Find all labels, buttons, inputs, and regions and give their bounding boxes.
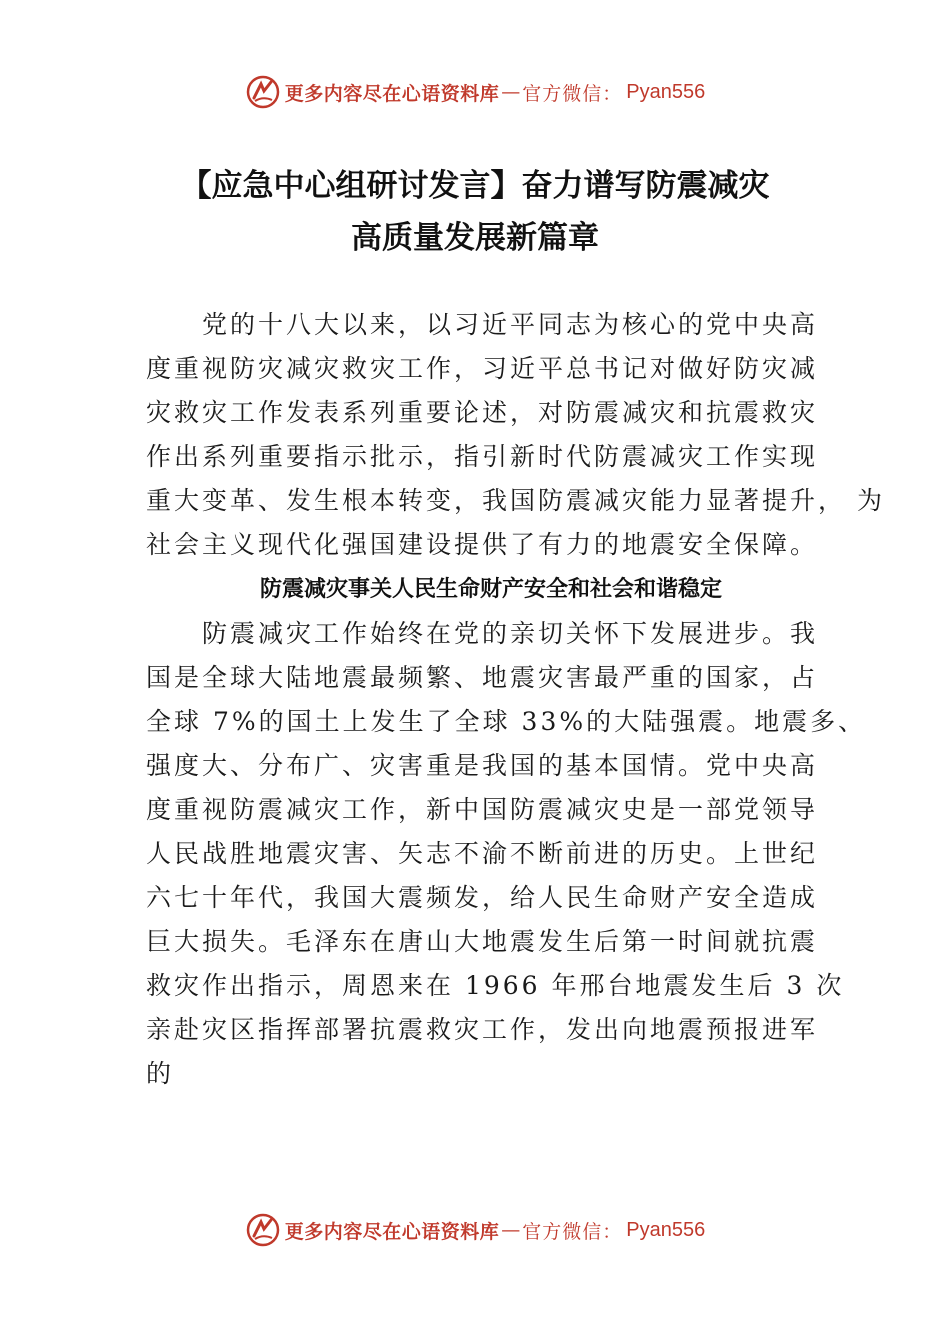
body-paragraph-2 (146, 612, 867, 1096)
section-subheading: 防震减灾事关人民生命财产安全和社会和谐稳定 (259, 577, 722, 602)
text-line: 灾救灾工作发表系列重要论述，对防震减灾和抗震救灾 (146, 398, 819, 427)
text-line: 全球 7%的国土上发生了全球 33%的大陆强震。地震多、 (146, 707, 867, 736)
text-line: 强度大、分布广、灾害重是我国的基本国情。党中央高 (146, 751, 819, 780)
title-line-2: 高质量发展新篇章 (351, 220, 599, 256)
text-line: 党的十八大以来，以习近平同志为核心的党中央高 (202, 310, 819, 339)
banner-dash: — (501, 81, 521, 103)
footer-watermark-banner (0, 1210, 950, 1250)
text-line: 重大变革、发生根本转变，我国防震减灾能力显著提升， 为 (146, 486, 885, 515)
banner-wechat-label: 官方微信： (522, 82, 623, 105)
text-line: 救灾作出指示，周恩来在 1966 年邢台地震发生后 3 次 (146, 971, 845, 1000)
text-line: 度重视防灾减灾救灾工作，习近平总书记对做好防灾减 (146, 354, 819, 383)
banner-wechat-id: Pyan556 (626, 80, 706, 103)
banner-dash: — (501, 1219, 521, 1241)
text-line: 防震减灾工作始终在党的亲切关怀下发展进步。我 (202, 619, 819, 648)
title-line-1: 【应急中心组研讨发言】奋力谱写防震减灾 (180, 168, 770, 204)
header-watermark-banner (0, 72, 950, 112)
document-title (90, 160, 860, 264)
book-quill-icon (245, 1212, 281, 1248)
banner-wechat-id: Pyan556 (626, 1218, 706, 1241)
banner-site-text: 更多内容尽在心语资料库 (284, 82, 500, 105)
text-line: 六七十年代，我国大震频发，给人民生命财产安全造成 (146, 883, 819, 912)
banner-site-text: 更多内容尽在心语资料库 (284, 1220, 500, 1243)
text-line: 亲赴灾区指挥部署抗震救灾工作，发出向地震预报进军 (146, 1015, 819, 1044)
text-line: 社会主义现代化强国建设提供了有力的地震安全保障。 (146, 530, 819, 559)
text-line: 国是全球大陆地震最频繁、地震灾害最严重的国家，占 (146, 663, 819, 692)
text-line: 的 (146, 1059, 175, 1088)
text-line: 度重视防震减灾工作，新中国防震减灾史是一部党领导 (146, 795, 819, 824)
text-line: 人民战胜地震灾害、矢志不渝不断前进的历史。上世纪 (146, 839, 819, 868)
body-paragraph-1 (146, 303, 885, 567)
text-line: 作出系列重要指示批示，指引新时代防震减灾工作实现 (146, 442, 819, 471)
banner-wechat-label: 官方微信： (522, 1220, 623, 1243)
book-quill-icon (245, 74, 281, 110)
text-line: 巨大损失。毛泽东在唐山大地震发生后第一时间就抗震 (146, 927, 819, 956)
